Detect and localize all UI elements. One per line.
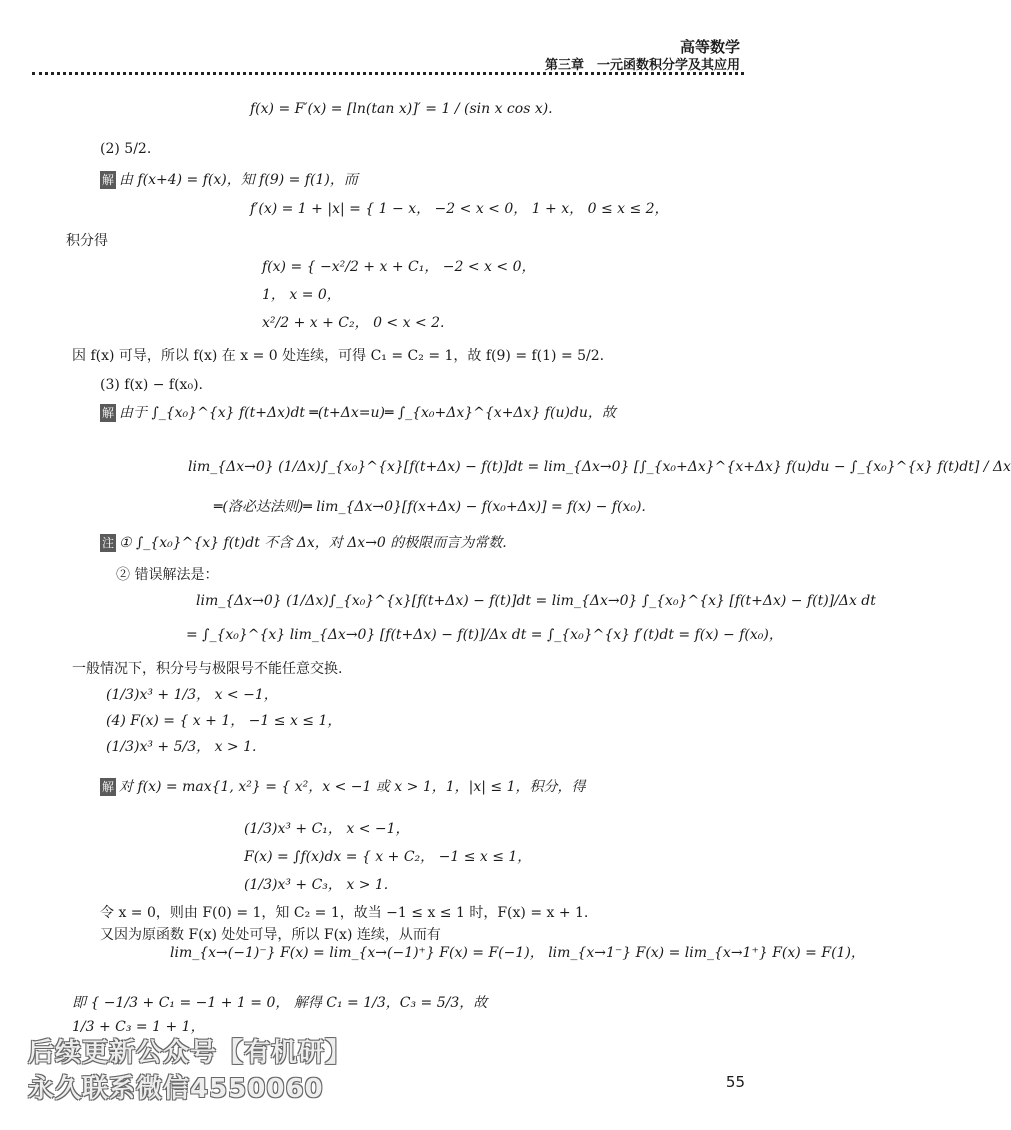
line-9: 因 f(x) 可导，所以 f(x) 在 x = 0 处连续，可得 C₁ = C₂ = 1，故 f(9) = f(1) = 5/2. bbox=[72, 348, 605, 364]
watermark-line-1: 后续更新公众号【有机研】 bbox=[28, 1038, 353, 1068]
line-20: (4) F(x) = { x + 1， −1 ≤ x ≤ 1， bbox=[106, 713, 342, 729]
watermark-line-2: 永久联系微信4550060 bbox=[28, 1074, 324, 1104]
line-14: 注 ① ∫_{x₀}^{x} f(t)dt 不含 Δx，对 Δx→0 的极限而言为常数. bbox=[102, 535, 507, 551]
note-badge: 注 bbox=[102, 536, 115, 550]
line-29: 即 { −1/3 + C₁ = −1 + 1 = 0， 解得 C₁ = 1/3，C₃ = 5/3，故 bbox=[72, 995, 488, 1011]
line-4: f′(x) = 1 + |x| = { 1 − x， −2 < x < 0， 1 + x， 0 ≤ x ≤ 2， bbox=[250, 201, 669, 217]
line-19: (1/3)x³ + 1/3， x < −1， bbox=[106, 687, 278, 703]
line-15: ② 错误解法是： bbox=[116, 567, 219, 583]
line-17: = ∫_{x₀}^{x} lim_{Δx→0} [f(t+Δx) − f(t)]/Δx dt = ∫_{x₀}^{x} f′(t)dt = f(x) − f(x₀)， bbox=[186, 627, 783, 643]
line-22: 解 对 f(x) = max{1, x²} = { x²，x < −1 或 x > 1，1，|x| ≤ 1，积分，得 bbox=[102, 779, 586, 795]
solution-badge: 解 bbox=[102, 173, 115, 187]
line-1: f(x) = F′(x) = [ln(tan x)]′ = 1 / (sin x cos x). bbox=[250, 101, 553, 117]
line-7: 1， x = 0， bbox=[262, 287, 341, 303]
line-11: 解 由于 ∫_{x₀}^{x} f(t+Δx)dt ═(t+Δx=u)═ ∫_{x₀+Δx}^{x+Δx} f(u)du，故 bbox=[102, 405, 616, 421]
line-28: lim_{x→(−1)⁻} F(x) = lim_{x→(−1)⁺} F(x) = F(−1)， lim_{x→1⁻} F(x) = lim_{x→1⁺} F(x) = F(1)， bbox=[170, 945, 865, 961]
line-13: ═(洛必达法则)═ lim_{Δx→0}[f(x+Δx) − f(x₀+Δx)] = f(x) − f(x₀). bbox=[214, 499, 646, 515]
line-10: (3) f(x) − f(x₀). bbox=[100, 377, 203, 393]
line-12: lim_{Δx→0} (1/Δx)∫_{x₀}^{x}[f(t+Δx) − f(t)]dt = lim_{Δx→0} [∫_{x₀+Δx}^{x+Δx} f(u)du − ∫_{x₀}^{x} f(t)dt] / Δx bbox=[188, 459, 1011, 475]
line-18: 一般情况下，积分号与极限号不能任意交换. bbox=[72, 661, 343, 677]
line-21: (1/3)x³ + 5/3， x > 1. bbox=[106, 739, 257, 755]
line-27: 又因为原函数 F(x) 处处可导，所以 F(x) 连续，从而有 bbox=[100, 927, 441, 943]
line-6: f(x) = { −x²/2 + x + C₁， −2 < x < 0， bbox=[262, 259, 536, 275]
page-number: 55 bbox=[725, 1073, 745, 1091]
line-2: (2) 5/2. bbox=[100, 141, 152, 157]
chapter-heading: 第三章 一元函数积分学及其应用 bbox=[544, 58, 740, 73]
solution-badge: 解 bbox=[102, 406, 115, 420]
line-23: (1/3)x³ + C₁， x < −1， bbox=[244, 821, 410, 837]
line-5: 积分得 bbox=[66, 233, 108, 249]
line-30: 1/3 + C₃ = 1 + 1， bbox=[72, 1019, 205, 1035]
line-25: (1/3)x³ + C₃， x > 1. bbox=[244, 877, 389, 893]
solution-badge: 解 bbox=[102, 780, 115, 794]
book-title: 高等数学 bbox=[679, 38, 740, 56]
line-16: lim_{Δx→0} (1/Δx)∫_{x₀}^{x}[f(t+Δx) − f(t)]dt = lim_{Δx→0} ∫_{x₀}^{x} [f(t+Δx) − f(t)]/Δx dt bbox=[196, 593, 876, 609]
line-24: F(x) = ∫f(x)dx = { x + C₂， −1 ≤ x ≤ 1， bbox=[244, 849, 532, 865]
line-3: 解 由 f(x+4) = f(x)，知 f(9) = f(1)，而 bbox=[102, 172, 358, 188]
header-divider bbox=[32, 72, 744, 75]
line-8: x²/2 + x + C₂， 0 < x < 2. bbox=[262, 315, 445, 331]
line-26: 令 x = 0，则由 F(0) = 1，知 C₂ = 1，故当 −1 ≤ x ≤ 1 时，F(x) = x + 1. bbox=[100, 905, 589, 921]
